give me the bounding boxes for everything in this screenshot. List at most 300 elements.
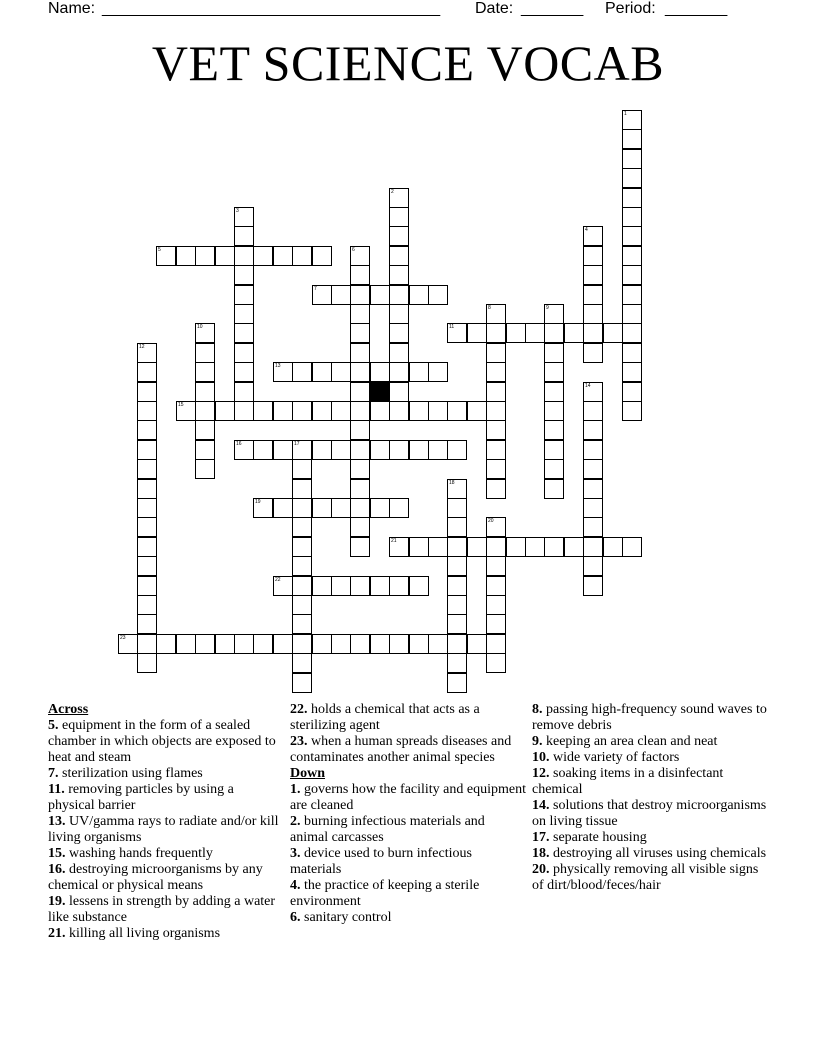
grid-cell[interactable] (292, 459, 312, 479)
grid-cell[interactable] (195, 323, 215, 343)
clue-number: 12. (532, 766, 550, 781)
grid-cell[interactable] (350, 634, 370, 654)
grid-cell[interactable] (622, 129, 642, 149)
grid-cell[interactable] (370, 498, 390, 518)
grid-cell[interactable] (195, 343, 215, 363)
clue-number: 10. (532, 750, 550, 765)
grid-cell[interactable] (622, 382, 642, 402)
grid-cell[interactable] (137, 517, 157, 537)
clue-number: 1. (290, 782, 301, 797)
grid-cell[interactable] (389, 634, 409, 654)
clue-number: 20. (532, 862, 550, 877)
grid-cell[interactable] (176, 246, 196, 266)
grid-cell[interactable] (234, 323, 254, 343)
grid-cell[interactable] (409, 440, 429, 460)
clue-text: destroying microorganisms by any chemical or physical means (48, 862, 263, 893)
grid-cell[interactable] (544, 362, 564, 382)
grid-cell[interactable] (370, 576, 390, 596)
grid-cell[interactable] (389, 537, 409, 557)
grid-cell[interactable] (350, 459, 370, 479)
period-line[interactable]: _______ (665, 0, 728, 17)
grid-cell[interactable] (350, 304, 370, 324)
grid-cell[interactable] (292, 537, 312, 557)
clue-text: device used to burn infectious materials (290, 846, 472, 877)
grid-cell[interactable] (409, 576, 429, 596)
date-line[interactable]: _______ (521, 0, 584, 17)
cell-number: 3 (236, 208, 239, 214)
grid-cell[interactable] (447, 498, 467, 518)
grid-cell[interactable] (389, 362, 409, 382)
grid-cell[interactable] (544, 420, 564, 440)
grid-cell[interactable] (583, 498, 603, 518)
clue-text: solutions that destroy microorganisms on living tissue (532, 798, 767, 829)
cell-number: 1 (624, 111, 627, 117)
grid-cell[interactable] (447, 323, 467, 343)
grid-cell[interactable] (350, 576, 370, 596)
grid-cell[interactable] (253, 401, 273, 421)
grid-cell[interactable] (312, 246, 332, 266)
grid-cell[interactable] (137, 537, 157, 557)
grid-cell[interactable] (447, 653, 467, 673)
grid-cell[interactable] (292, 634, 312, 654)
clue-number: 13. (48, 814, 66, 829)
grid-cell[interactable] (292, 498, 312, 518)
grid-cell[interactable] (583, 440, 603, 460)
grid-cell[interactable] (350, 343, 370, 363)
grid-cell[interactable] (486, 653, 506, 673)
grid-cell[interactable] (331, 401, 351, 421)
grid-cell[interactable] (389, 498, 409, 518)
clue-text: governs how the facility and equipment are cleaned (290, 782, 526, 813)
grid-cell[interactable] (486, 614, 506, 634)
grid-cell[interactable] (428, 401, 448, 421)
grid-cell[interactable] (486, 634, 506, 654)
clue-text: UV/gamma rays to radiate and/or kill living organisms (48, 814, 279, 845)
grid-cell[interactable] (389, 576, 409, 596)
grid-cell[interactable] (486, 556, 506, 576)
grid-cell[interactable] (622, 401, 642, 421)
clue-number: 11. (48, 782, 65, 797)
grid-cell[interactable] (350, 537, 370, 557)
cell-number: 10 (197, 324, 203, 330)
grid-cell[interactable] (544, 304, 564, 324)
grid-cell[interactable] (389, 246, 409, 266)
grid-cell[interactable] (234, 343, 254, 363)
grid-cell[interactable] (467, 537, 487, 557)
grid-cell[interactable] (583, 576, 603, 596)
grid-cell[interactable] (215, 634, 235, 654)
grid-cell[interactable] (292, 673, 312, 693)
clues-column-3 (532, 702, 768, 894)
clue-text: separate housing (553, 830, 647, 845)
grid-cell[interactable] (370, 362, 390, 382)
grid-cell[interactable] (137, 420, 157, 440)
grid-cell[interactable] (447, 595, 467, 615)
grid-cell[interactable] (350, 498, 370, 518)
grid-cell[interactable] (583, 382, 603, 402)
grid-cell[interactable] (409, 401, 429, 421)
grid-cell[interactable] (544, 382, 564, 402)
grid-cell[interactable] (234, 265, 254, 285)
grid-cell[interactable] (583, 265, 603, 285)
clue-item (48, 926, 284, 942)
grid-cell[interactable] (137, 498, 157, 518)
grid-cell[interactable] (350, 265, 370, 285)
grid-cell[interactable] (370, 634, 390, 654)
grid-cell[interactable] (176, 401, 196, 421)
clue-text: when a human spreads diseases and contaminates another animal species (290, 734, 512, 765)
grid-cell[interactable] (486, 440, 506, 460)
grid-cell[interactable] (273, 401, 293, 421)
clue-number: 7. (48, 766, 59, 781)
grid-cell[interactable] (564, 537, 584, 557)
grid-cell[interactable] (622, 285, 642, 305)
grid-cell[interactable] (350, 362, 370, 382)
grid-cell[interactable] (389, 265, 409, 285)
clue-item (48, 846, 284, 862)
grid-cell[interactable] (447, 401, 467, 421)
grid-cell[interactable] (544, 459, 564, 479)
grid-cell[interactable] (389, 207, 409, 227)
cell-number: 16 (236, 441, 242, 447)
grid-cell[interactable] (486, 323, 506, 343)
grid-cell[interactable] (370, 285, 390, 305)
cell-number: 5 (158, 247, 161, 253)
grid-cell[interactable] (583, 537, 603, 557)
cell-number: 18 (449, 480, 455, 486)
clue-number: 19. (48, 894, 66, 909)
grid-cell[interactable] (486, 304, 506, 324)
grid-cell[interactable] (312, 498, 332, 518)
grid-cell[interactable] (292, 440, 312, 460)
grid-cell[interactable] (622, 168, 642, 188)
clue-text: soaking items in a disinfectant chemical (532, 766, 724, 797)
grid-cell[interactable] (583, 401, 603, 421)
grid-cell[interactable] (331, 634, 351, 654)
grid-cell[interactable] (350, 479, 370, 499)
grid-cell[interactable] (273, 498, 293, 518)
grid-cell[interactable] (137, 440, 157, 460)
grid-cell[interactable] (292, 517, 312, 537)
grid-cell[interactable] (253, 634, 273, 654)
grid-cell[interactable] (137, 479, 157, 499)
grid-cell[interactable] (331, 440, 351, 460)
grid-cell[interactable] (273, 634, 293, 654)
clue-item (532, 750, 768, 766)
grid-cell[interactable] (195, 382, 215, 402)
grid-cell[interactable] (350, 285, 370, 305)
grid-cell[interactable] (312, 362, 332, 382)
grid-cell[interactable] (622, 265, 642, 285)
grid-cell[interactable] (234, 226, 254, 246)
grid-cell[interactable] (195, 459, 215, 479)
grid-cell[interactable] (622, 323, 642, 343)
clue-text: lessens in strength by adding a water like substance (48, 894, 276, 925)
grid-cell[interactable] (273, 576, 293, 596)
grid-cell[interactable] (389, 188, 409, 208)
grid-cell[interactable] (234, 382, 254, 402)
grid-cell[interactable] (331, 285, 351, 305)
grid-cell[interactable] (195, 420, 215, 440)
grid-cell[interactable] (622, 304, 642, 324)
grid-cell[interactable] (292, 614, 312, 634)
grid-cell[interactable] (234, 207, 254, 227)
black-cell (370, 382, 390, 402)
grid-cell[interactable] (215, 401, 235, 421)
grid-cell[interactable] (312, 634, 332, 654)
grid-cell[interactable] (389, 401, 409, 421)
grid-cell[interactable] (312, 440, 332, 460)
grid-cell[interactable] (389, 304, 409, 324)
grid-cell[interactable] (583, 459, 603, 479)
grid-cell[interactable] (389, 440, 409, 460)
grid-cell[interactable] (389, 382, 409, 402)
grid-cell[interactable] (486, 343, 506, 363)
grid-cell[interactable] (350, 517, 370, 537)
grid-cell[interactable] (331, 498, 351, 518)
grid-cell[interactable] (389, 285, 409, 305)
clue-number: 3. (290, 846, 301, 861)
grid-cell[interactable] (370, 401, 390, 421)
grid-cell[interactable] (428, 285, 448, 305)
grid-cell[interactable] (486, 537, 506, 557)
clue-item (532, 702, 768, 734)
grid-cell[interactable] (583, 323, 603, 343)
grid-cell[interactable] (156, 246, 176, 266)
grid-cell[interactable] (544, 401, 564, 421)
grid-cell[interactable] (389, 226, 409, 246)
grid-cell[interactable] (544, 343, 564, 363)
grid-cell[interactable] (331, 576, 351, 596)
grid-cell[interactable] (350, 246, 370, 266)
cell-number: 4 (585, 227, 588, 233)
grid-cell[interactable] (447, 440, 467, 460)
grid-cell[interactable] (292, 479, 312, 499)
grid-cell[interactable] (137, 382, 157, 402)
grid-cell[interactable] (137, 556, 157, 576)
grid-cell[interactable] (447, 479, 467, 499)
cell-number: 8 (488, 305, 491, 311)
grid-cell[interactable] (486, 479, 506, 499)
clue-item (290, 846, 526, 878)
cell-number: 22 (275, 577, 281, 583)
cell-number: 6 (352, 247, 355, 253)
grid-cell[interactable] (583, 285, 603, 305)
grid-cell[interactable] (506, 323, 526, 343)
grid-cell[interactable] (215, 246, 235, 266)
clue-text: wide variety of factors (553, 750, 680, 765)
grid-cell[interactable] (486, 576, 506, 596)
grid-cell[interactable] (292, 401, 312, 421)
grid-cell[interactable] (292, 362, 312, 382)
grid-cell[interactable] (603, 323, 623, 343)
grid-cell[interactable] (370, 440, 390, 460)
grid-cell[interactable] (234, 246, 254, 266)
grid-cell[interactable] (350, 401, 370, 421)
name-line[interactable]: ______________________________________ (102, 0, 441, 17)
grid-cell[interactable] (622, 246, 642, 266)
grid-cell[interactable] (467, 323, 487, 343)
clue-number: 22. (290, 702, 308, 717)
clue-item (48, 814, 284, 846)
grid-cell[interactable] (137, 653, 157, 673)
clue-item (532, 734, 768, 750)
grid-cell[interactable] (428, 537, 448, 557)
grid-cell[interactable] (622, 537, 642, 557)
grid-cell[interactable] (564, 323, 584, 343)
grid-cell[interactable] (428, 634, 448, 654)
grid-cell[interactable] (234, 362, 254, 382)
clue-text: washing hands frequently (69, 846, 213, 861)
clue-number: 14. (532, 798, 550, 813)
clue-item (290, 702, 526, 734)
grid-cell[interactable] (622, 207, 642, 227)
grid-cell[interactable] (137, 634, 157, 654)
grid-cell[interactable] (447, 537, 467, 557)
cell-number: 15 (178, 402, 184, 408)
grid-cell[interactable] (273, 362, 293, 382)
grid-cell[interactable] (583, 343, 603, 363)
clue-item (48, 718, 284, 766)
cell-number: 13 (275, 363, 281, 369)
grid-cell[interactable] (583, 246, 603, 266)
grid-cell[interactable] (312, 401, 332, 421)
grid-cell[interactable] (603, 537, 623, 557)
clues-column-2 (290, 702, 526, 926)
clue-text: sterilization using flames (62, 766, 203, 781)
grid-cell[interactable] (486, 362, 506, 382)
grid-cell[interactable] (544, 323, 564, 343)
grid-cell[interactable] (583, 420, 603, 440)
grid-cell[interactable] (583, 304, 603, 324)
grid-cell[interactable] (195, 401, 215, 421)
grid-cell[interactable] (409, 285, 429, 305)
grid-cell[interactable] (195, 634, 215, 654)
cell-number: 7 (314, 286, 317, 292)
grid-cell[interactable] (447, 673, 467, 693)
grid-cell[interactable] (428, 440, 448, 460)
grid-cell[interactable] (389, 343, 409, 363)
grid-cell[interactable] (622, 343, 642, 363)
grid-cell[interactable] (273, 246, 293, 266)
grid-cell[interactable] (292, 576, 312, 596)
grid-cell[interactable] (583, 479, 603, 499)
grid-cell[interactable] (622, 226, 642, 246)
cell-number: 12 (139, 344, 145, 350)
grid-cell[interactable] (137, 459, 157, 479)
grid-cell[interactable] (312, 285, 332, 305)
grid-cell[interactable] (273, 440, 293, 460)
grid-cell[interactable] (447, 556, 467, 576)
clue-item (48, 862, 284, 894)
grid-cell[interactable] (467, 634, 487, 654)
grid-cell[interactable] (292, 246, 312, 266)
grid-cell[interactable] (350, 323, 370, 343)
grid-cell[interactable] (409, 634, 429, 654)
clue-item (48, 782, 284, 814)
grid-cell[interactable] (583, 556, 603, 576)
grid-cell[interactable] (544, 440, 564, 460)
grid-cell[interactable] (234, 401, 254, 421)
grid-cell[interactable] (583, 226, 603, 246)
grid-cell[interactable] (389, 323, 409, 343)
grid-cell[interactable] (137, 343, 157, 363)
grid-cell[interactable] (622, 188, 642, 208)
clue-item (290, 878, 526, 910)
grid-cell[interactable] (234, 634, 254, 654)
grid-cell[interactable] (409, 537, 429, 557)
clue-item (532, 766, 768, 798)
grid-cell[interactable] (176, 634, 196, 654)
grid-cell[interactable] (234, 440, 254, 460)
cell-number: 20 (488, 518, 494, 524)
date-label: Date: (475, 0, 514, 17)
grid-cell[interactable] (331, 362, 351, 382)
grid-cell[interactable] (622, 362, 642, 382)
grid-cell[interactable] (486, 595, 506, 615)
grid-cell[interactable] (506, 537, 526, 557)
grid-cell[interactable] (486, 382, 506, 402)
grid-cell[interactable] (447, 576, 467, 596)
grid-cell[interactable] (622, 149, 642, 169)
grid-cell[interactable] (622, 110, 642, 130)
grid-cell[interactable] (350, 382, 370, 402)
grid-cell[interactable] (583, 517, 603, 537)
grid-cell[interactable] (350, 440, 370, 460)
grid-cell[interactable] (292, 556, 312, 576)
grid-cell[interactable] (544, 479, 564, 499)
grid-cell[interactable] (137, 614, 157, 634)
grid-cell[interactable] (195, 362, 215, 382)
clue-item (532, 830, 768, 846)
grid-cell[interactable] (234, 285, 254, 305)
grid-cell[interactable] (486, 420, 506, 440)
grid-cell[interactable] (292, 653, 312, 673)
grid-cell[interactable] (447, 614, 467, 634)
grid-cell[interactable] (525, 323, 545, 343)
grid-cell[interactable] (525, 537, 545, 557)
grid-cell[interactable] (447, 517, 467, 537)
grid-cell[interactable] (195, 440, 215, 460)
grid-cell[interactable] (137, 576, 157, 596)
grid-cell[interactable] (447, 634, 467, 654)
clue-text: passing high-frequency sound waves to remove debris (532, 702, 767, 733)
grid-cell[interactable] (253, 246, 273, 266)
grid-cell[interactable] (486, 459, 506, 479)
grid-cell[interactable] (544, 537, 564, 557)
grid-cell[interactable] (195, 246, 215, 266)
grid-cell[interactable] (486, 401, 506, 421)
grid-cell[interactable] (253, 498, 273, 518)
clue-number: 15. (48, 846, 66, 861)
grid-cell[interactable] (234, 304, 254, 324)
grid-cell[interactable] (428, 362, 448, 382)
grid-cell[interactable] (350, 420, 370, 440)
grid-cell[interactable] (312, 576, 332, 596)
grid-cell[interactable] (137, 362, 157, 382)
grid-cell[interactable] (467, 401, 487, 421)
grid-cell[interactable] (137, 401, 157, 421)
grid-cell[interactable] (156, 634, 176, 654)
cell-number: 19 (255, 499, 261, 505)
cell-number: 11 (449, 324, 455, 330)
grid-cell[interactable] (137, 595, 157, 615)
grid-cell[interactable] (409, 362, 429, 382)
grid-cell[interactable] (486, 517, 506, 537)
grid-cell[interactable] (253, 440, 273, 460)
grid-cell[interactable] (118, 634, 138, 654)
grid-cell[interactable] (292, 595, 312, 615)
